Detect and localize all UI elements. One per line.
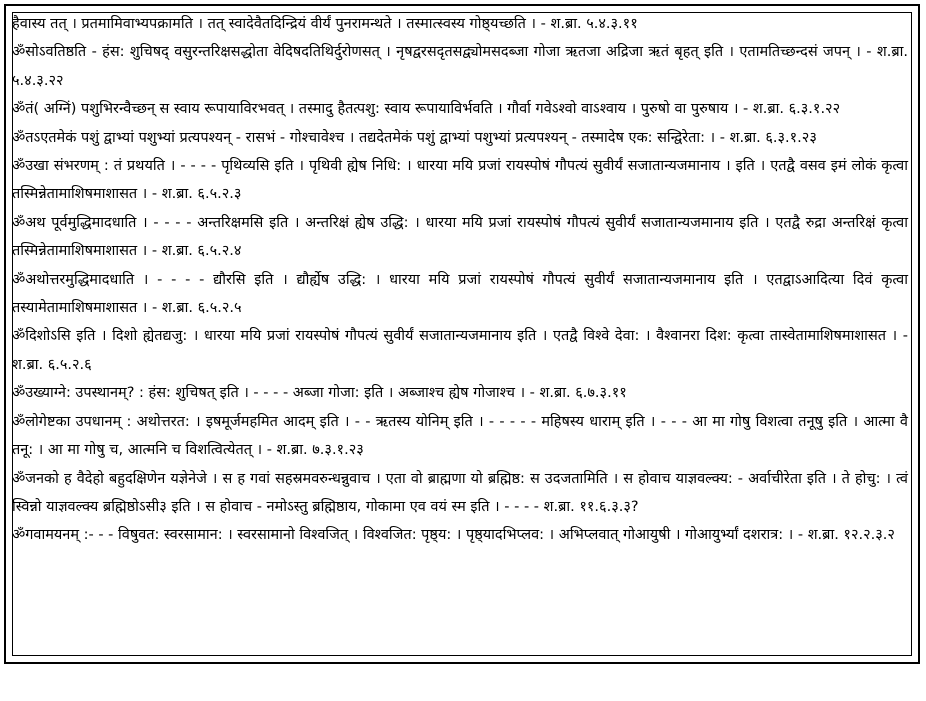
passage-shb-6-5-2-6: ॐदिशोऽसि इति । दिशो ह्येतद्यजु: । धारया मयि प्रजां रायस्पोषं गौपत्यं सुवीर्यं सजातान्यजमानाय इति । एतद्वै विश्वे देवा: । वैश्वानरा दिश: कृत्वा तास्वेतामाशिषमाशासत । - श.ब्रा. ६.५.२.६ [12, 328, 908, 373]
passage-shb-6-3-1-23: ॐतऽएतमेकं पशुं द्वाभ्यां पशुभ्यां प्रत्यपश्यन् - रासभं - गोश्चावेश्च । तद्यदेतमेकं पशुं द्वाभ्यां पशुभ्यां प्रत्यपश्यन् - तस्मादेष एक: सन्द्विरेता: । - श.ब्रा. ६.३.१.२३ [12, 129, 817, 146]
passage-shb-6-7-3-11: ॐउख्याग्ने: उपस्थानम्? : हंस: शुचिषत् इति । - - - - अब्जा गोजा: इति । अब्जाश्च ह्येष गोजाश्च । - श.ब्रा. ६.७.३.११ [12, 385, 627, 402]
passage-shb-7-3-1-23: ॐलोगेष्टका उपधानम् : अथोत्तरत: । इषमूर्जमहमित आदम् इति । - - ऋतस्य योनिम् इति । - - - - - महिषस्य धाराम् इति । - - - आ मा गोषु विशत्वा तनूषु इति । आत्मा वै तनू: । आ मा गोषु च, आत्मनि च विशत्वित्येतत् । - श.ब्रा. ७.३.१.२३ [12, 413, 908, 459]
passage-shb-5-4-3-11: हैवास्य तत् । प्रतमामिवाभ्यपक्रामति । तत् स्वादेवैतदिन्द्रियं वीर्यं पुनरामन्थते । तस्मात्स्वस्य गोष्ठ्यच्छति । - श.ब्रा. ५.४.३.११ [12, 16, 638, 32]
passage-shb-6-3-1-22: ॐतं( अग्निं) पशुभिरन्वैच्छन् स स्वाय रूपायाविरभवत् । तस्मादु हैतत्पशु: स्वाय रूपायाविर्भवति । गौर्वा गवेऽश्वो वाऽश्वाय । पुरुषो वा पुरुषाय । - श.ब्रा. ६.३.१.२२ [12, 101, 841, 118]
passage-shb-11-6-3-3: ॐजनको ह वैदेहो बहुदक्षिणेन यज्ञेनेजे । स ह गवां सहस्रमवरुन्धन्नुवाच । एता वो ब्राह्मणा यो ब्रह्मिष्ठ: स उदजतामिति । स होवाच याज्ञवल्क्य: - अर्वाचीरेता इति । ते होचु: । त्वं स्विन्नो याज्ञवल्क्य ब्रह्मिष्ठोऽसी३ इति । स होवाच - नमोऽस्तु ब्रह्मिष्ठाय, गोकामा एव वयं स्म इति । - - - - श.ब्रा. ११.६.३.३? [12, 470, 908, 515]
passage-shb-6-5-2-3: ॐउखा संभरणम् : तं प्रथयति । - - - - पृथिव्यसि इति । पृथिवी ह्येष निधि: । धारया मयि प्रजां रायस्पोषं गौपत्यं सुवीर्यं सजातान्यजमानाय । इति । एतद्वै वसव इमं लोकं कृत्वा तस्मिन्नेतामाशिषमाशासत । - श.ब्रा. ६.५.२.३ [12, 158, 908, 203]
passage-shb-12-2-3-2: ॐगवामयनम् :- - - विषुवत: स्वरसामान: । स्वरसामानो विश्वजित् । विश्वजित: पृष्ठ्य: । पृष्ठ्यादभिप्लव: । अभिप्लवात् गोआयुषी । गोआयुर्भ्यां दशरात्र: । - श.ब्रा. १२.२.३.२ [12, 527, 895, 544]
passage-shb-6-5-2-4: ॐअथ पूर्वमुद्धिमादधाति । - - - - अन्तरिक्षमसि इति । अन्तरिक्षं ह्येष उद्धि: । धारया मयि प्रजां रायस्पोषं गौपत्यं सुवीर्यं सजातान्यजमानाय इति । एतद्वै रुद्रा अन्तरिक्षं कृत्वा तस्मिन्नेतामाशिषमाशासत । - श.ब्रा. ६.५.२.४ [12, 214, 908, 260]
passage-shb-5-4-3-22: ॐसोऽवतिष्ठति - हंस: शुचिषद् वसुरन्तरिक्षसद्धोता वेदिषदतिथिर्दुरोणसत् । नृषद्वरसदृतसद्व्योमसदब्जा गोजा ऋतजा अद्रिजा ऋतं बृहत् इति । एतामतिच्छन्दसं जपन् । - श.ब्रा. ५.४.३.२२ [12, 44, 908, 89]
passage-shb-6-5-2-5: ॐअथोत्तरमुद्धिमादधाति । - - - - द्यौरसि इति । द्यौर्ह्येष उद्धि: । धारया मयि प्रजां रायस्पोषं गौपत्यं सुवीर्यं सजातान्यजमानाय इति । एतद्वाऽआदित्या दिवं कृत्वा तस्यामेतामाशिषमाशासत । - श.ब्रा. ६.५.२.५ [12, 271, 908, 317]
document-text-block [12, 10, 908, 550]
